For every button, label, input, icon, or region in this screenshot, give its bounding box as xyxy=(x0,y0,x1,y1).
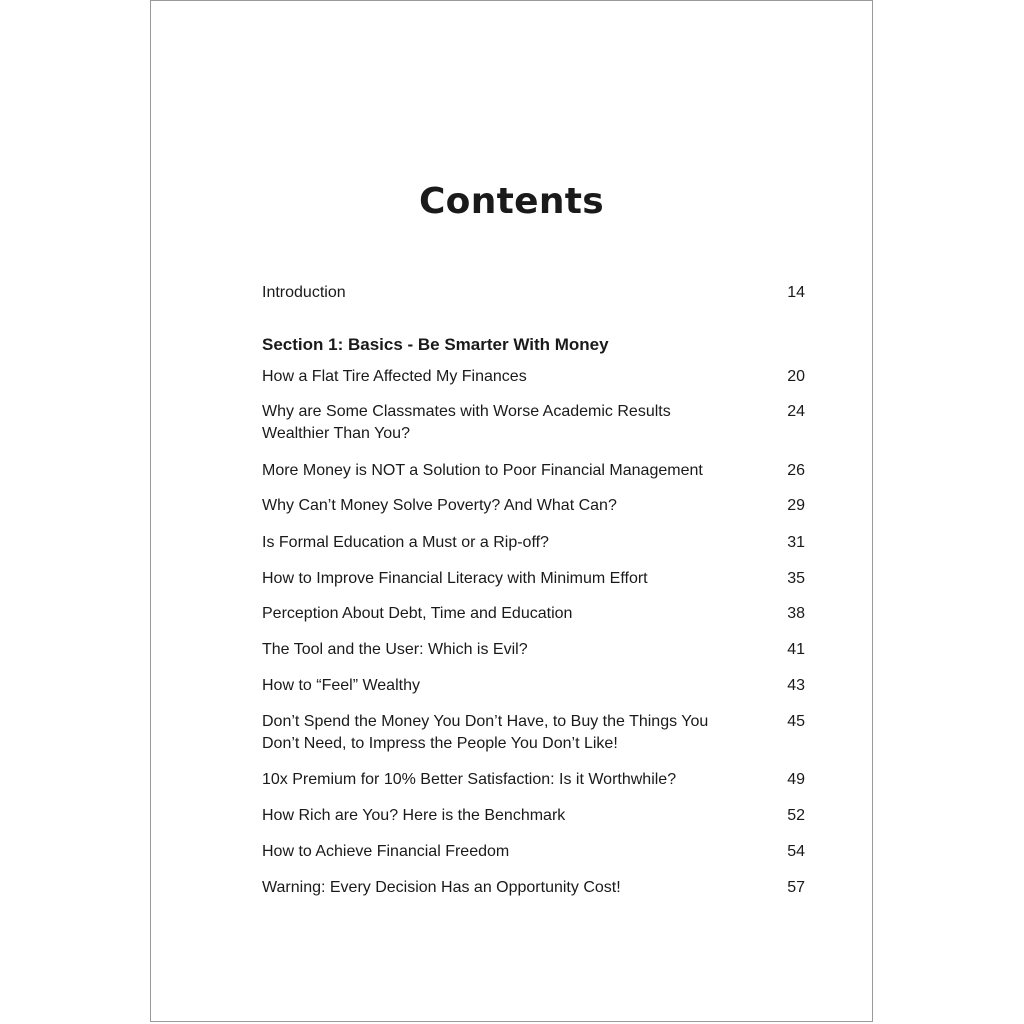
toc-entry-page: 43 xyxy=(787,677,805,694)
toc-entry xyxy=(262,841,805,863)
toc-entry-page: 29 xyxy=(787,497,805,514)
toc-entry-title: More Money is NOT a Solution to Poor Financial Management xyxy=(262,462,703,479)
toc-entry xyxy=(262,495,805,517)
toc-entry xyxy=(262,401,805,445)
toc-entry-page: 24 xyxy=(787,403,805,420)
toc-entry-page: 57 xyxy=(787,879,805,896)
toc-entry-title: Introduction xyxy=(262,284,346,301)
toc-entry-page: 38 xyxy=(787,605,805,622)
toc-entry xyxy=(262,460,805,482)
toc-entry-page: 54 xyxy=(787,843,805,860)
section-heading: Section 1: Basics - Be Smarter With Money xyxy=(262,335,609,354)
toc-entry-title: Why Can’t Money Solve Poverty? And What Can? xyxy=(262,497,617,514)
toc-entry xyxy=(262,603,805,625)
toc-entry-page: 41 xyxy=(787,641,805,658)
toc-entry-page: 31 xyxy=(787,534,805,551)
page-title: Contents xyxy=(418,181,605,222)
toc-entry-title: How to Improve Financial Literacy with Minimum Effort xyxy=(262,570,648,587)
document-page xyxy=(150,0,873,1022)
toc-entry-page: 20 xyxy=(787,368,805,385)
toc-entry-title: Is Formal Education a Must or a Rip-off? xyxy=(262,534,549,551)
toc-entry-page: 52 xyxy=(787,807,805,824)
toc-entry-introduction xyxy=(262,282,805,304)
toc-entry-title: Why are Some Classmates with Worse Academic Results Wealthier Than You? xyxy=(262,403,671,442)
toc-entry-page: 14 xyxy=(787,284,805,301)
toc-entry-title: How to Achieve Financial Freedom xyxy=(262,843,510,860)
toc-entry-title: Perception About Debt, Time and Education xyxy=(262,605,573,622)
toc-entry-page: 49 xyxy=(787,771,805,788)
toc-entry xyxy=(262,877,805,899)
toc-entry-title: How a Flat Tire Affected My Finances xyxy=(262,368,527,385)
toc-entry-title: Warning: Every Decision Has an Opportunity Cost! xyxy=(262,879,621,896)
toc-entry-page: 26 xyxy=(787,462,805,479)
toc-entry-page: 35 xyxy=(787,570,805,587)
toc-entry xyxy=(262,769,805,791)
toc-entry-title: Don’t Spend the Money You Don’t Have, to Buy the Things You Don’t Need, to Impress the People You Don’t Like! xyxy=(262,713,709,752)
toc-entry-title: How Rich are You? Here is the Benchmark xyxy=(262,807,566,824)
toc-entry xyxy=(262,532,805,554)
toc-entry xyxy=(262,711,805,755)
toc-entry xyxy=(262,805,805,827)
toc-entry xyxy=(262,639,805,661)
toc-entry xyxy=(262,675,805,697)
toc-entry xyxy=(262,568,805,590)
toc-entry xyxy=(262,366,805,388)
toc-entry-page: 45 xyxy=(787,713,805,730)
toc-entry-title: 10x Premium for 10% Better Satisfaction: Is it Worthwhile? xyxy=(262,771,677,788)
toc-entry-title: How to “Feel” Wealthy xyxy=(262,677,420,694)
toc-entry-title: The Tool and the User: Which is Evil? xyxy=(262,641,528,658)
